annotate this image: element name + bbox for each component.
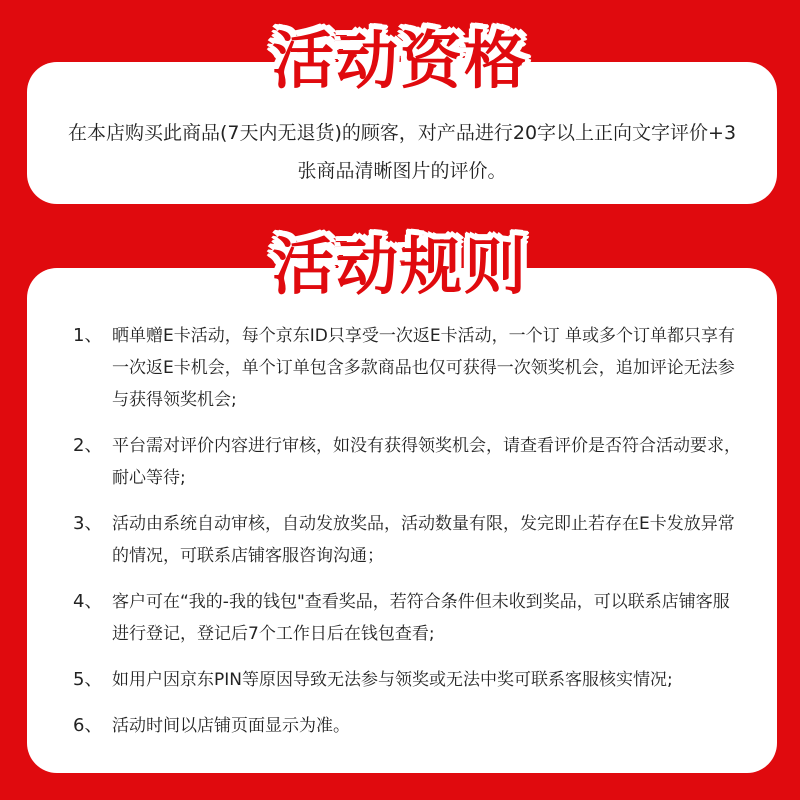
rule-number: 5、 xyxy=(73,669,103,690)
rule-number: 4、 xyxy=(73,591,103,612)
rule-number: 2、 xyxy=(73,435,103,456)
rule-text: 活动由系统自动审核，自动发放奖品，活动数量有限，发完即止若存在E卡发放异常的情况，可联系店铺客服咨询沟通； xyxy=(112,514,735,566)
rule-text: 活动时间以店铺页面显示为准。 xyxy=(112,716,350,736)
rule-item-4 xyxy=(27,586,777,650)
rule-item-6 xyxy=(27,710,777,742)
rule-text: 晒单赠E卡活动，每个京东ID只享受一次返E卡活动，一个订 单或多个订单都只享有一次返E卡机会，单个订单包含多款商品也仅可获得一次领奖机会，追加评论无法参与获得领奖机会; xyxy=(112,326,735,410)
rule-item-5 xyxy=(27,664,777,696)
rule-item-2 xyxy=(27,430,777,494)
rule-text: 如用户因京东PIN等原因导致无法参与领奖或无法中奖可联系客服核实情况; xyxy=(112,670,673,690)
rule-item-1 xyxy=(27,320,777,416)
rule-text: 客户可在“我的-我的钱包"查看奖品，若符合条件但未收到奖品，可以联系店铺客服进行登记，登记后7个工作日后在钱包查看; xyxy=(112,592,730,644)
rule-number: 3、 xyxy=(73,513,103,534)
rule-number: 6、 xyxy=(73,715,103,736)
rules-list xyxy=(27,320,777,756)
rules-heading: 活动规则 xyxy=(271,230,528,303)
eligibility-heading: 活动资格 xyxy=(271,24,528,97)
rule-number: 1、 xyxy=(73,325,103,346)
rules-card xyxy=(27,268,777,773)
eligibility-text: 在本店购买此商品(7天内无退货)的顾客，对产品进行20字以上正向文字评价+3张商品清晰图片的评价。 xyxy=(67,122,737,182)
rule-item-3 xyxy=(27,508,777,572)
rule-text: 平台需对评价内容进行审核，如没有获得领奖机会，请查看评价是否符合活动要求，耐心等待; xyxy=(112,436,741,488)
